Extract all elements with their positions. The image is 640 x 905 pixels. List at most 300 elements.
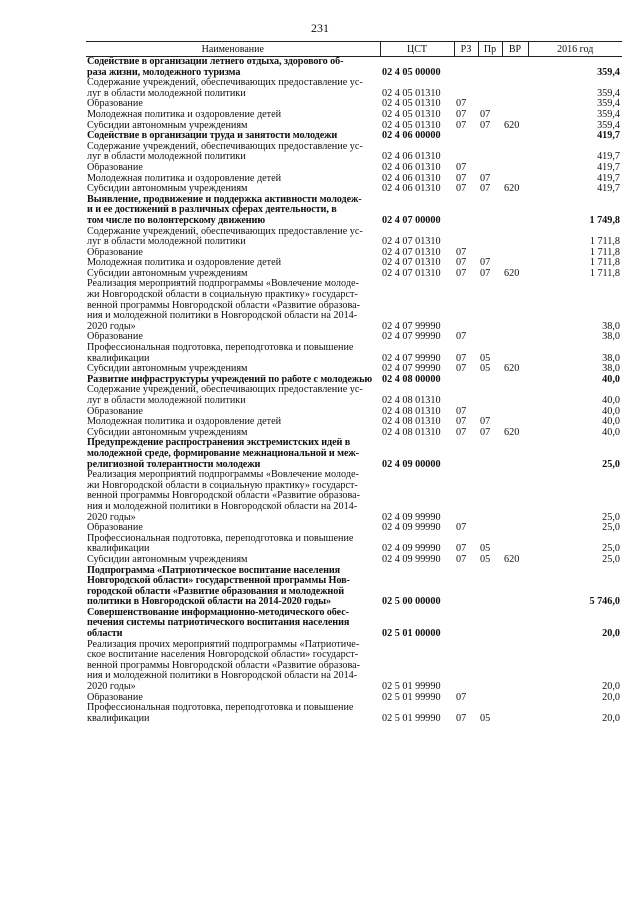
row-name — [86, 375, 380, 386]
row-name-line: Образование — [87, 99, 143, 110]
row-pr — [478, 407, 502, 418]
table-row — [86, 375, 622, 386]
row-rz: 07 — [456, 162, 467, 173]
row-name — [86, 195, 380, 227]
row-name-line: Реализация прочих мероприятий подпрограммы «Патриотиче- — [87, 639, 360, 650]
row-code: 02 4 05 01310 — [382, 109, 441, 120]
column-header-amount: 2016 год — [528, 42, 622, 57]
table-row — [86, 640, 622, 693]
row-rz: 07 — [456, 692, 467, 703]
row-name — [86, 258, 380, 269]
row-pr: 07 — [480, 184, 491, 195]
row-amount: 419,7 — [597, 184, 620, 195]
row-name — [86, 184, 380, 195]
row-amount: 359,4 — [597, 66, 620, 78]
row-name — [86, 385, 380, 406]
row-pr: 05 — [480, 712, 491, 724]
row-name-line: Образование — [87, 692, 143, 703]
table-header-row — [86, 42, 622, 57]
row-vr — [502, 470, 528, 523]
table-row — [86, 121, 622, 132]
row-rz: 07 — [456, 332, 467, 343]
column-header-rz: РЗ — [454, 42, 478, 57]
row-vr — [502, 534, 528, 555]
row-name — [86, 227, 380, 248]
row-name-line: 2020 годы» — [87, 681, 136, 693]
row-pr — [478, 332, 502, 343]
row-name — [86, 332, 380, 343]
row-name-line: Субсидии автономным учреждениям — [87, 120, 248, 131]
row-name — [86, 693, 380, 704]
row-amount: 40,0 — [602, 406, 620, 417]
row-amount: 1 711,8 — [589, 268, 620, 279]
row-code: 02 4 09 99990 — [382, 543, 441, 555]
row-vr — [502, 375, 528, 386]
row-amount: 1 711,8 — [589, 258, 620, 269]
table-row — [86, 417, 622, 428]
row-name-line: луг в области молодежной политики — [87, 87, 246, 99]
row-name — [86, 121, 380, 132]
row-vr — [502, 174, 528, 185]
row-name-lines — [87, 343, 378, 364]
row-vr: 620 — [504, 120, 520, 131]
row-name-lines — [87, 184, 378, 195]
column-header-vr: ВР — [502, 42, 528, 57]
row-name-lines — [87, 703, 378, 724]
row-rz: 07 — [456, 109, 467, 120]
row-rz — [454, 195, 478, 227]
row-name — [86, 269, 380, 280]
row-name-line: Образование — [87, 247, 143, 258]
table-row — [86, 184, 622, 195]
row-name-line: ния и молодежной политики в Новгородской области на 2014- — [87, 500, 358, 512]
row-amount: 359,4 — [597, 109, 620, 120]
row-name-line: квалификации — [87, 352, 150, 364]
row-code: 02 4 09 99990 — [382, 554, 441, 565]
row-vr — [502, 385, 528, 406]
row-name-line: Субсидии автономным учреждениям — [87, 184, 248, 195]
row-rz: 07 — [456, 543, 467, 555]
row-name-line: квалификации — [87, 543, 150, 555]
row-name-lines — [87, 78, 378, 99]
row-name-line: Профессиональная подготовка, переподготовка и повышение — [87, 343, 354, 354]
row-pr: 05 — [480, 352, 491, 364]
row-name-line: Содержание учреждений, обеспечивающих предоставление ус- — [87, 226, 363, 237]
row-code: 02 4 07 99990 — [382, 320, 441, 332]
row-name-line: Содержание учреждений, обеспечивающих предоставление ус- — [87, 78, 363, 89]
row-pr — [478, 163, 502, 174]
row-name-lines — [87, 470, 378, 523]
row-rz — [454, 385, 478, 406]
table-row — [86, 523, 622, 534]
row-name-lines — [87, 417, 378, 428]
row-name-line: Субсидии автономным учреждениям — [87, 427, 248, 438]
row-name-lines — [87, 279, 378, 332]
row-amount: 25,0 — [602, 523, 620, 534]
row-pr — [478, 640, 502, 693]
row-name-line: городской области «Развитие образования и молодежной — [87, 585, 344, 597]
row-name-lines — [87, 258, 378, 269]
row-code: 02 5 01 99990 — [382, 681, 441, 693]
row-name-line: области — [87, 628, 123, 640]
row-name-line: Образование — [87, 523, 143, 534]
row-pr — [478, 470, 502, 523]
row-name — [86, 364, 380, 375]
row-name-line: печения системы патриотического воспитания населения — [87, 617, 350, 629]
row-rz — [454, 227, 478, 248]
row-code: 02 4 06 01310 — [382, 162, 441, 173]
row-vr — [502, 703, 528, 724]
row-vr: 620 — [504, 184, 520, 195]
row-name-line: Содействие в организации труда и занятости молодежи — [87, 131, 338, 142]
row-rz: 07 — [456, 427, 467, 438]
row-name — [86, 555, 380, 566]
row-name-lines — [87, 693, 378, 704]
row-name-lines — [87, 428, 378, 439]
row-name-line: Молодежная политика и оздоровление детей — [87, 417, 282, 428]
row-name-line: Реализация мероприятий подпрограммы «Вовлечение молоде- — [87, 470, 359, 481]
row-amount: 40,0 — [602, 374, 620, 385]
row-code: 02 4 07 01310 — [382, 236, 441, 248]
row-amount: 20,0 — [602, 692, 620, 703]
row-name-line: 2020 годы» — [87, 320, 136, 332]
row-name-line: Профессиональная подготовка, переподготовка и повышение — [87, 703, 354, 714]
row-amount: 38,0 — [602, 320, 620, 332]
row-code: 02 4 06 01310 — [382, 184, 441, 195]
row-name-lines — [87, 163, 378, 174]
row-name-line: Образование — [87, 162, 143, 173]
row-amount: 5 746,0 — [589, 596, 620, 608]
row-pr: 07 — [480, 173, 491, 184]
row-rz — [454, 640, 478, 693]
row-name-line: Выявление, продвижение и поддержка активности молодеж- — [87, 194, 362, 205]
row-pr — [478, 523, 502, 534]
row-pr — [478, 227, 502, 248]
row-pr — [478, 78, 502, 99]
row-rz — [454, 608, 478, 640]
row-name-lines — [87, 407, 378, 418]
row-rz: 07 — [456, 554, 467, 565]
row-pr — [478, 142, 502, 163]
row-vr — [502, 608, 528, 640]
row-code: 02 4 07 99990 — [382, 352, 441, 364]
row-name-line: и и ее достижений в различных сферах деятельности, в — [87, 204, 337, 216]
row-rz: 07 — [456, 352, 467, 364]
row-name — [86, 99, 380, 110]
row-name — [86, 640, 380, 693]
table-row — [86, 258, 622, 269]
row-vr — [502, 438, 528, 470]
row-name-line: Реализация мероприятий подпрограммы «Вовлечение молоде- — [87, 279, 359, 290]
row-name-line: Молодежная политика и оздоровление детей — [87, 173, 282, 184]
row-name-lines — [87, 375, 378, 386]
row-name — [86, 608, 380, 640]
row-vr — [502, 57, 528, 79]
row-code: 02 4 06 01310 — [382, 151, 441, 163]
row-amount: 359,4 — [597, 87, 620, 99]
page-number: 231 — [311, 21, 329, 35]
row-vr — [502, 640, 528, 693]
row-rz: 07 — [456, 173, 467, 184]
row-name — [86, 131, 380, 142]
row-name-line: ния и молодежной политики в Новгородской области на 2014- — [87, 670, 358, 682]
row-vr: 620 — [504, 554, 520, 565]
row-code: 02 4 07 00000 — [382, 214, 441, 226]
row-amount: 40,0 — [602, 395, 620, 406]
row-vr — [502, 248, 528, 259]
row-name — [86, 428, 380, 439]
row-vr — [502, 417, 528, 428]
row-rz: 07 — [456, 523, 467, 534]
row-pr — [478, 438, 502, 470]
row-name-lines — [87, 110, 378, 121]
row-rz: 07 — [456, 99, 467, 110]
row-amount: 40,0 — [602, 417, 620, 428]
row-rz — [454, 78, 478, 99]
row-vr — [502, 131, 528, 142]
row-pr — [478, 279, 502, 332]
table-row — [86, 99, 622, 110]
row-rz — [454, 375, 478, 386]
row-vr — [502, 279, 528, 332]
row-amount: 20,0 — [602, 712, 620, 724]
row-name-lines — [87, 534, 378, 555]
row-code: 02 4 07 01310 — [382, 258, 441, 269]
row-name-lines — [87, 269, 378, 280]
table-row — [86, 693, 622, 704]
row-pr — [478, 99, 502, 110]
row-name-lines — [87, 332, 378, 343]
row-pr: 07 — [480, 120, 491, 131]
row-name-line: луг в области молодежной политики — [87, 151, 246, 163]
row-rz — [454, 566, 478, 608]
row-name-lines — [87, 248, 378, 259]
row-vr: 620 — [504, 268, 520, 279]
row-pr: 07 — [480, 258, 491, 269]
row-name-lines — [87, 385, 378, 406]
row-code: 02 4 06 00000 — [382, 131, 441, 142]
table-row — [86, 142, 622, 163]
table-row — [86, 703, 622, 724]
row-name-lines — [87, 99, 378, 110]
table-row — [86, 269, 622, 280]
budget-table-body — [86, 57, 622, 725]
row-name-line: Новгородской области» государственной программы Нов- — [87, 575, 350, 587]
table-row — [86, 110, 622, 121]
row-name-lines — [87, 57, 378, 78]
row-name — [86, 417, 380, 428]
column-header-name: Наименование — [86, 42, 380, 57]
row-name — [86, 523, 380, 534]
row-vr — [502, 163, 528, 174]
row-pr — [478, 57, 502, 79]
row-pr: 05 — [480, 364, 491, 375]
row-name-lines — [87, 227, 378, 248]
row-amount: 20,0 — [602, 628, 620, 640]
row-amount: 419,7 — [597, 131, 620, 142]
row-name-line: жи Новгородской области в социальную практику» государст- — [87, 479, 358, 491]
row-pr — [478, 693, 502, 704]
row-name-line: ское воспитание населения Новгородской области» государст- — [87, 649, 359, 661]
row-name-lines — [87, 566, 378, 608]
row-name-line: Субсидии автономным учреждениям — [87, 554, 248, 565]
row-pr — [478, 131, 502, 142]
row-name-line: Подпрограмма «Патриотическое воспитание населения — [87, 565, 341, 576]
row-vr — [502, 258, 528, 269]
table-row — [86, 534, 622, 555]
row-code: 02 4 07 01310 — [382, 247, 441, 258]
row-name-line: Содержание учреждений, обеспечивающих предоставление ус- — [87, 141, 363, 152]
row-amount: 38,0 — [602, 352, 620, 364]
row-code: 02 4 09 00000 — [382, 458, 441, 470]
row-rz: 07 — [456, 364, 467, 375]
row-name-line: политики в Новгородской области на 2014-2020 годы» — [87, 596, 331, 608]
row-amount: 419,7 — [597, 162, 620, 173]
row-rz: 07 — [456, 712, 467, 724]
column-header-pr: Пр — [478, 42, 502, 57]
row-pr: 07 — [480, 268, 491, 279]
row-vr — [502, 110, 528, 121]
row-name-line: Субсидии автономным учреждениям — [87, 268, 248, 279]
row-rz: 07 — [456, 120, 467, 131]
row-code: 02 4 05 01310 — [382, 120, 441, 131]
table-row — [86, 227, 622, 248]
row-name — [86, 174, 380, 185]
row-code: 02 4 07 99990 — [382, 364, 441, 375]
row-rz — [454, 279, 478, 332]
row-name-line: Образование — [87, 406, 143, 417]
row-amount: 25,0 — [602, 458, 620, 470]
row-rz — [454, 438, 478, 470]
table-row — [86, 566, 622, 608]
row-amount: 419,7 — [597, 173, 620, 184]
row-name — [86, 566, 380, 608]
row-name-line: квалификации — [87, 712, 150, 724]
row-name-line: Содержание учреждений, обеспечивающих предоставление ус- — [87, 385, 363, 396]
row-name-lines — [87, 142, 378, 163]
row-name-lines — [87, 174, 378, 185]
row-code: 02 4 07 01310 — [382, 268, 441, 279]
row-name — [86, 470, 380, 523]
row-amount: 38,0 — [602, 364, 620, 375]
row-vr — [502, 332, 528, 343]
row-pr: 07 — [480, 417, 491, 428]
row-rz: 07 — [456, 406, 467, 417]
row-name-lines — [87, 121, 378, 132]
table-row — [86, 407, 622, 418]
row-vr — [502, 227, 528, 248]
row-name-line: венной программы Новгородской области «Развитие образова- — [87, 490, 361, 502]
row-rz — [454, 470, 478, 523]
row-code: 02 4 08 00000 — [382, 374, 441, 385]
row-vr: 620 — [504, 364, 520, 375]
row-code: 02 4 05 01310 — [382, 99, 441, 110]
row-name-line: жи Новгородской области в социальную практику» государст- — [87, 289, 358, 301]
row-vr: 620 — [504, 427, 520, 438]
budget-table — [86, 41, 622, 724]
row-name-line: Субсидии автономным учреждениям — [87, 364, 248, 375]
row-name-line: ния и молодежной политики в Новгородской области на 2014- — [87, 310, 358, 322]
row-rz: 07 — [456, 247, 467, 258]
row-rz — [454, 142, 478, 163]
row-name-line: венной программы Новгородской области «Развитие образова- — [87, 299, 361, 311]
row-amount: 20,0 — [602, 681, 620, 693]
row-vr — [502, 566, 528, 608]
row-vr — [502, 523, 528, 534]
row-code: 02 4 07 99990 — [382, 332, 441, 343]
row-pr — [478, 195, 502, 227]
row-vr — [502, 407, 528, 418]
row-name-line: луг в области молодежной политики — [87, 395, 246, 406]
row-amount: 25,0 — [602, 543, 620, 555]
row-code: 02 4 08 01310 — [382, 406, 441, 417]
row-name-line: Совершенствование информационно-методического обес- — [87, 607, 349, 618]
row-vr — [502, 693, 528, 704]
row-code: 02 4 09 99990 — [382, 523, 441, 534]
row-amount: 25,0 — [602, 554, 620, 565]
row-pr — [478, 385, 502, 406]
row-code: 02 5 01 99990 — [382, 712, 441, 724]
table-row — [86, 57, 622, 79]
row-rz — [454, 57, 478, 79]
row-name-line: религиозной толерантности молодежи — [87, 458, 261, 470]
row-name — [86, 343, 380, 364]
table-row — [86, 555, 622, 566]
row-pr — [478, 248, 502, 259]
table-row — [86, 163, 622, 174]
row-name-lines — [87, 640, 378, 693]
table-row — [86, 470, 622, 523]
row-amount: 419,7 — [597, 151, 620, 163]
row-name — [86, 703, 380, 724]
row-name-line: Молодежная политика и оздоровление детей — [87, 109, 282, 120]
row-name-lines — [87, 195, 378, 227]
row-code: 02 4 09 99990 — [382, 511, 441, 523]
row-amount: 25,0 — [602, 511, 620, 523]
row-name-line: том числе по волонтерскому движению — [87, 214, 266, 226]
row-vr — [502, 142, 528, 163]
row-code: 02 4 06 01310 — [382, 173, 441, 184]
row-rz: 07 — [456, 184, 467, 195]
row-name-lines — [87, 438, 378, 470]
row-pr — [478, 375, 502, 386]
row-name — [86, 110, 380, 121]
row-name-lines — [87, 523, 378, 534]
row-name-line: Профессиональная подготовка, переподготовка и повышение — [87, 533, 354, 544]
row-name — [86, 142, 380, 163]
row-name-lines — [87, 364, 378, 375]
row-pr: 05 — [480, 543, 491, 555]
row-rz: 07 — [456, 268, 467, 279]
table-row — [86, 438, 622, 470]
row-code: 02 5 01 00000 — [382, 628, 441, 640]
row-amount: 359,4 — [597, 99, 620, 110]
row-name-line: Образование — [87, 332, 143, 343]
row-pr: 07 — [480, 427, 491, 438]
row-name-line: венной программы Новгородской области «Развитие образова- — [87, 659, 361, 671]
row-amount: 359,4 — [597, 120, 620, 131]
row-rz: 07 — [456, 417, 467, 428]
row-code: 02 4 08 01310 — [382, 417, 441, 428]
row-name-line: Молодежная политика и оздоровление детей — [87, 258, 282, 269]
row-name — [86, 407, 380, 418]
table-row — [86, 195, 622, 227]
row-amount: 38,0 — [602, 332, 620, 343]
row-name-line: Развитие инфраструктуры учреждений по работе с молодежью — [87, 374, 373, 385]
row-name-line: луг в области молодежной политики — [87, 236, 246, 248]
row-vr — [502, 343, 528, 364]
table-row — [86, 608, 622, 640]
